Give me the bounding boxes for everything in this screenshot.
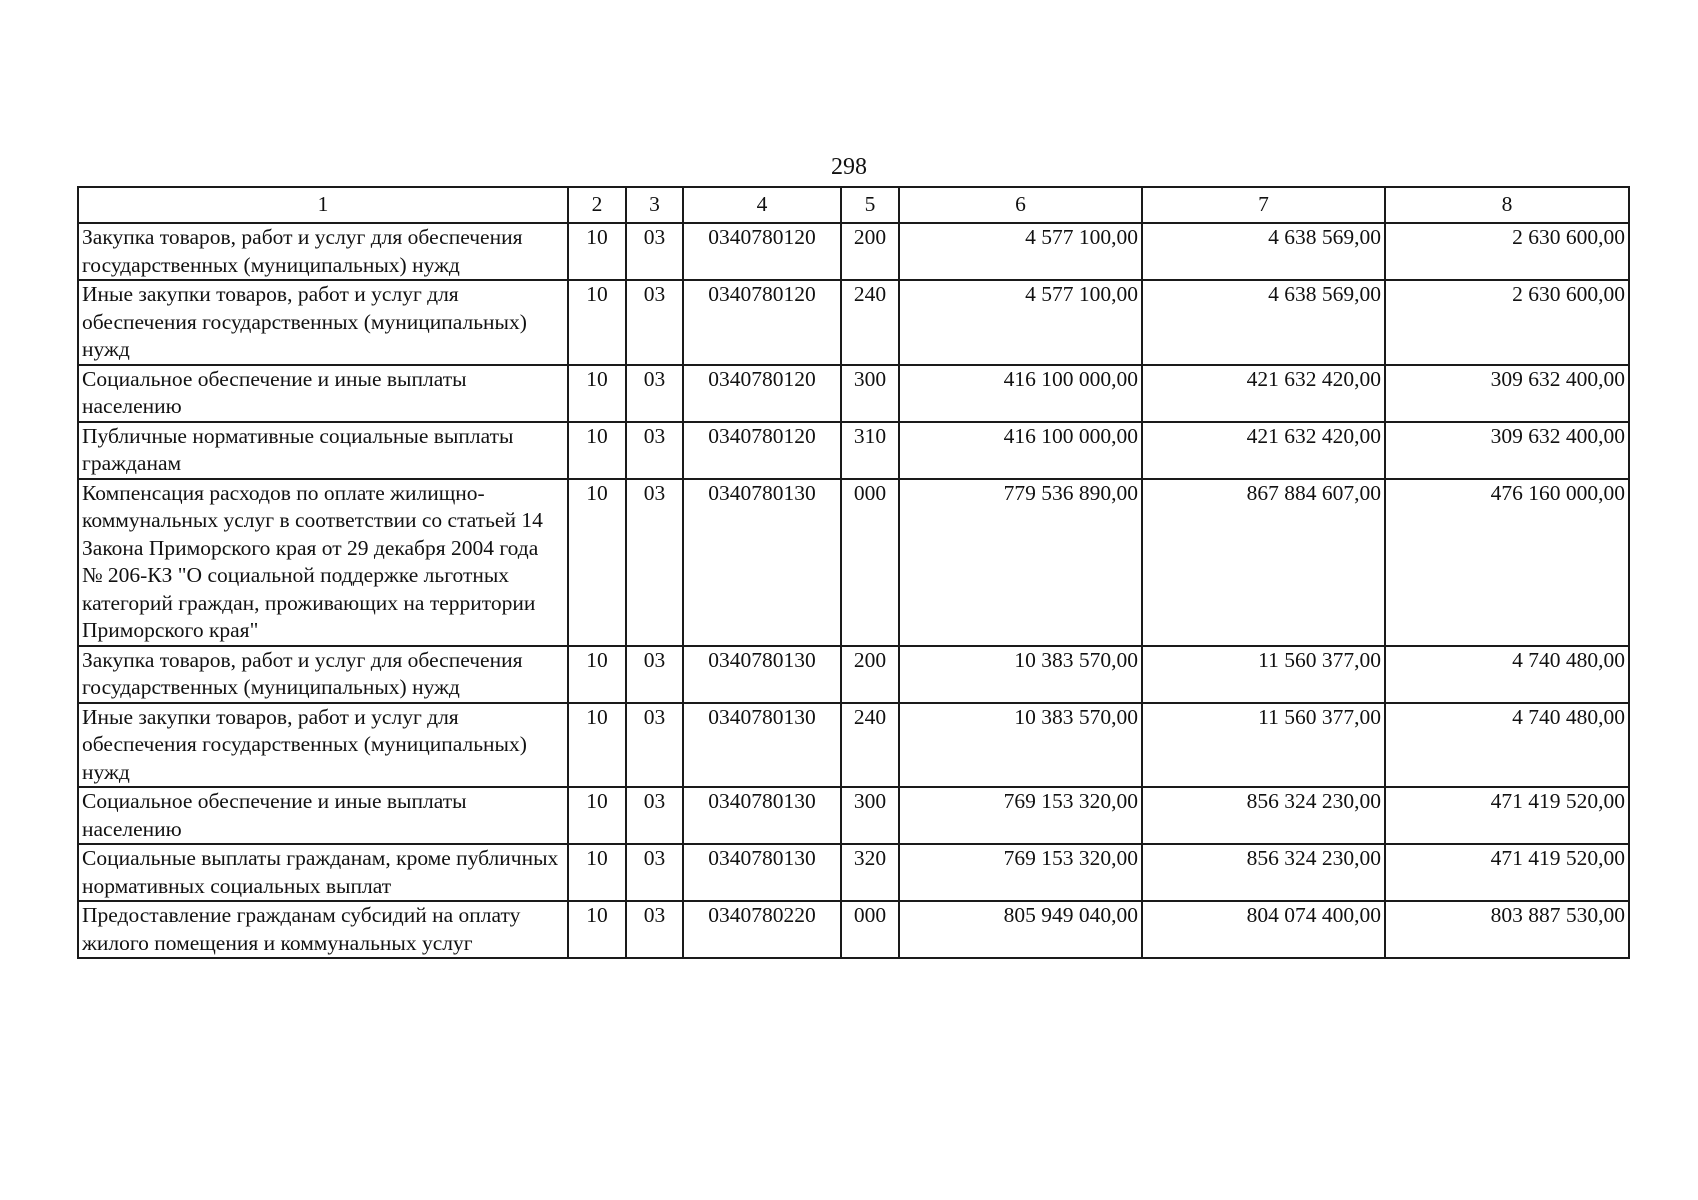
row-name: Социальные выплаты гражданам, кроме публичных нормативных социальных выплат [78, 844, 568, 901]
row-amount-8: 309 632 400,00 [1385, 365, 1629, 422]
row-subsection-code: 03 [626, 365, 683, 422]
row-expense-type-code: 240 [841, 280, 899, 365]
row-target-code: 0340780220 [683, 901, 841, 958]
table-row [78, 280, 1629, 365]
row-amount-8: 2 630 600,00 [1385, 280, 1629, 365]
row-amount-7: 421 632 420,00 [1142, 422, 1385, 479]
row-amount-7: 421 632 420,00 [1142, 365, 1385, 422]
row-amount-6: 416 100 000,00 [899, 422, 1142, 479]
budget-table [77, 186, 1630, 959]
row-amount-8: 471 419 520,00 [1385, 787, 1629, 844]
row-amount-6: 416 100 000,00 [899, 365, 1142, 422]
row-expense-type-code: 300 [841, 365, 899, 422]
row-amount-7: 856 324 230,00 [1142, 787, 1385, 844]
row-name: Закупка товаров, работ и услуг для обеспечения государственных (муниципальных) нужд [78, 646, 568, 703]
row-amount-7: 4 638 569,00 [1142, 223, 1385, 280]
row-amount-8: 2 630 600,00 [1385, 223, 1629, 280]
row-name: Компенсация расходов по оплате жилищно-коммунальных услуг в соответствии со статьей 14 Закона Приморского края от 29 декабря 2004 года № 206-КЗ "О социальной поддержке льготных категорий граждан, проживающих на территории Приморского края" [78, 479, 568, 646]
row-amount-7: 11 560 377,00 [1142, 703, 1385, 788]
row-section-code: 10 [568, 223, 626, 280]
row-name: Социальное обеспечение и иные выплаты населению [78, 787, 568, 844]
table-row [78, 646, 1629, 703]
row-expense-type-code: 000 [841, 901, 899, 958]
row-amount-7: 804 074 400,00 [1142, 901, 1385, 958]
column-header-8: 8 [1385, 187, 1629, 223]
row-expense-type-code: 300 [841, 787, 899, 844]
row-amount-6: 769 153 320,00 [899, 844, 1142, 901]
row-target-code: 0340780130 [683, 479, 841, 646]
row-section-code: 10 [568, 787, 626, 844]
row-amount-6: 4 577 100,00 [899, 223, 1142, 280]
row-name: Публичные нормативные социальные выплаты гражданам [78, 422, 568, 479]
column-header-5: 5 [841, 187, 899, 223]
column-header-7: 7 [1142, 187, 1385, 223]
row-name: Иные закупки товаров, работ и услуг для обеспечения государственных (муниципальных) нужд [78, 703, 568, 788]
row-amount-6: 805 949 040,00 [899, 901, 1142, 958]
column-header-1: 1 [78, 187, 568, 223]
table-row [78, 844, 1629, 901]
row-amount-6: 4 577 100,00 [899, 280, 1142, 365]
table-row [78, 703, 1629, 788]
row-target-code: 0340780130 [683, 844, 841, 901]
row-amount-7: 4 638 569,00 [1142, 280, 1385, 365]
row-subsection-code: 03 [626, 422, 683, 479]
row-expense-type-code: 200 [841, 646, 899, 703]
row-amount-7: 856 324 230,00 [1142, 844, 1385, 901]
row-amount-7: 867 884 607,00 [1142, 479, 1385, 646]
table-row [78, 223, 1629, 280]
row-section-code: 10 [568, 422, 626, 479]
row-amount-6: 10 383 570,00 [899, 703, 1142, 788]
row-subsection-code: 03 [626, 280, 683, 365]
table-row [78, 479, 1629, 646]
row-section-code: 10 [568, 901, 626, 958]
row-target-code: 0340780120 [683, 365, 841, 422]
row-subsection-code: 03 [626, 844, 683, 901]
row-subsection-code: 03 [626, 901, 683, 958]
row-expense-type-code: 200 [841, 223, 899, 280]
row-amount-6: 779 536 890,00 [899, 479, 1142, 646]
row-amount-6: 769 153 320,00 [899, 787, 1142, 844]
table-row [78, 365, 1629, 422]
column-header-2: 2 [568, 187, 626, 223]
row-expense-type-code: 000 [841, 479, 899, 646]
row-amount-8: 4 740 480,00 [1385, 703, 1629, 788]
row-section-code: 10 [568, 365, 626, 422]
row-amount-7: 11 560 377,00 [1142, 646, 1385, 703]
page-number: 298 [831, 154, 867, 180]
row-target-code: 0340780120 [683, 223, 841, 280]
row-amount-8: 803 887 530,00 [1385, 901, 1629, 958]
row-subsection-code: 03 [626, 646, 683, 703]
row-subsection-code: 03 [626, 479, 683, 646]
table-row [78, 787, 1629, 844]
row-amount-6: 10 383 570,00 [899, 646, 1142, 703]
row-amount-8: 4 740 480,00 [1385, 646, 1629, 703]
table-row [78, 901, 1629, 958]
row-name: Закупка товаров, работ и услуг для обеспечения государственных (муниципальных) нужд [78, 223, 568, 280]
row-target-code: 0340780120 [683, 422, 841, 479]
row-subsection-code: 03 [626, 703, 683, 788]
row-amount-8: 471 419 520,00 [1385, 844, 1629, 901]
column-header-4: 4 [683, 187, 841, 223]
row-section-code: 10 [568, 646, 626, 703]
row-expense-type-code: 320 [841, 844, 899, 901]
row-expense-type-code: 310 [841, 422, 899, 479]
table-row [78, 422, 1629, 479]
row-name: Иные закупки товаров, работ и услуг для обеспечения государственных (муниципальных) нужд [78, 280, 568, 365]
row-target-code: 0340780130 [683, 703, 841, 788]
column-header-3: 3 [626, 187, 683, 223]
row-expense-type-code: 240 [841, 703, 899, 788]
row-target-code: 0340780130 [683, 646, 841, 703]
row-section-code: 10 [568, 479, 626, 646]
row-amount-8: 309 632 400,00 [1385, 422, 1629, 479]
column-header-6: 6 [899, 187, 1142, 223]
row-name: Предоставление гражданам субсидий на оплату жилого помещения и коммунальных услуг [78, 901, 568, 958]
row-subsection-code: 03 [626, 223, 683, 280]
row-target-code: 0340780130 [683, 787, 841, 844]
row-target-code: 0340780120 [683, 280, 841, 365]
row-section-code: 10 [568, 844, 626, 901]
row-section-code: 10 [568, 280, 626, 365]
row-section-code: 10 [568, 703, 626, 788]
row-name: Социальное обеспечение и иные выплаты населению [78, 365, 568, 422]
row-subsection-code: 03 [626, 787, 683, 844]
header-row [78, 187, 1629, 223]
row-amount-8: 476 160 000,00 [1385, 479, 1629, 646]
